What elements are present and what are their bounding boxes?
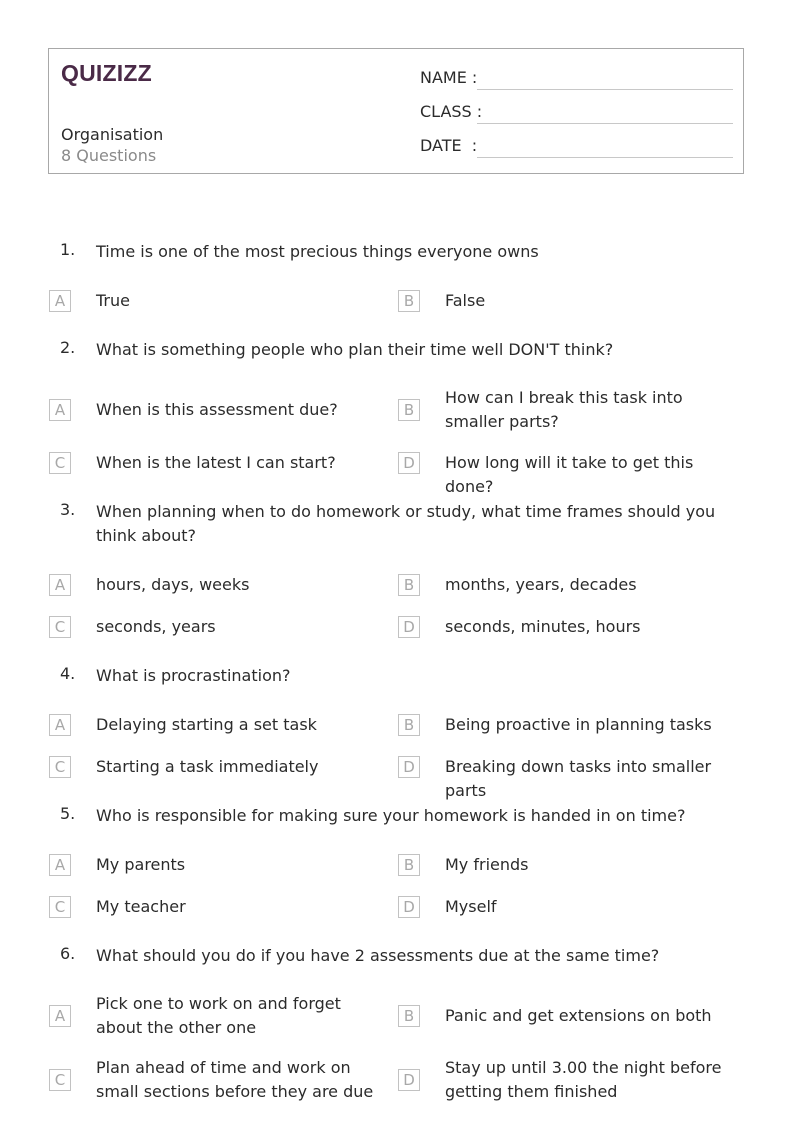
option-letter-box[interactable]: B <box>398 574 420 596</box>
option-letter-box[interactable]: C <box>49 756 71 778</box>
class-line[interactable] <box>477 123 733 124</box>
name-label: NAME : <box>420 68 478 87</box>
option-letter-box[interactable]: C <box>49 1069 71 1091</box>
option-letter-box[interactable]: D <box>398 452 420 474</box>
question-text: Time is one of the most precious things everyone owns <box>96 242 539 261</box>
option-letter-box[interactable]: C <box>49 616 71 638</box>
question-text: Who is responsible for making sure your homework is handed in on time? <box>96 806 686 825</box>
question-text: What should you do if you have 2 assessments due at the same time? <box>96 946 660 965</box>
option-text: My teacher <box>96 897 186 916</box>
option-letter-box[interactable]: B <box>398 714 420 736</box>
date-label: DATE : <box>420 136 478 155</box>
worksheet-header <box>48 48 744 174</box>
option-text: Delaying starting a set task <box>96 715 317 734</box>
option-letter-box[interactable]: C <box>49 452 71 474</box>
option-text: Pick one to work on and forget about the other one <box>96 994 341 1037</box>
option-letter-box[interactable]: D <box>398 896 420 918</box>
question-text: When planning when to do homework or study, what time frames should you think about? <box>96 502 716 545</box>
question-count: 8 Questions <box>61 146 157 165</box>
question-number: 1. <box>60 240 76 259</box>
option-letter-box[interactable]: A <box>49 714 71 736</box>
option-letter-box[interactable]: B <box>398 290 420 312</box>
option-text: Panic and get extensions on both <box>445 1006 712 1025</box>
question-number: 5. <box>60 804 76 823</box>
option-text: My friends <box>445 855 529 874</box>
question-number: 6. <box>60 944 76 963</box>
option-letter-box[interactable]: A <box>49 854 71 876</box>
class-label: CLASS : <box>420 102 483 121</box>
option-text: When is the latest I can start? <box>96 453 336 472</box>
option-letter-box[interactable]: D <box>398 756 420 778</box>
option-text: seconds, minutes, hours <box>445 617 641 636</box>
question-number: 2. <box>60 338 76 357</box>
option-text: Plan ahead of time and work on small sections before they are due <box>96 1058 374 1101</box>
option-text: Starting a task immediately <box>96 757 319 776</box>
date-line[interactable] <box>477 157 733 158</box>
option-letter-box[interactable]: B <box>398 399 420 421</box>
option-letter-box[interactable]: B <box>398 854 420 876</box>
option-letter-box[interactable]: B <box>398 1005 420 1027</box>
question-number: 3. <box>60 500 76 519</box>
name-line[interactable] <box>477 89 733 90</box>
option-text: When is this assessment due? <box>96 400 338 419</box>
option-letter-box[interactable]: C <box>49 896 71 918</box>
option-text: Stay up until 3.00 the night before getting them finished <box>445 1058 722 1101</box>
option-letter-box[interactable]: A <box>49 574 71 596</box>
option-text: Myself <box>445 897 497 916</box>
option-letter-box[interactable]: A <box>49 1005 71 1027</box>
option-text: How can I break this task into smaller parts? <box>445 388 683 431</box>
question-number: 4. <box>60 664 76 683</box>
question-text: What is procrastination? <box>96 666 291 685</box>
option-text: True <box>96 291 130 310</box>
option-text: My parents <box>96 855 186 874</box>
option-letter-box[interactable]: A <box>49 290 71 312</box>
option-letter-box[interactable]: D <box>398 1069 420 1091</box>
option-letter-box[interactable]: D <box>398 616 420 638</box>
option-text: hours, days, weeks <box>96 575 250 594</box>
quiz-title: Organisation <box>61 125 164 144</box>
option-text: False <box>445 291 486 310</box>
option-text: How long will it take to get this done? <box>445 453 694 496</box>
quizizz-logo: QUIZIZZ <box>61 60 152 86</box>
option-text: months, years, decades <box>445 575 637 594</box>
option-letter-box[interactable]: A <box>49 399 71 421</box>
question-text: What is something people who plan their time well DON'T think? <box>96 340 614 359</box>
option-text: Being proactive in planning tasks <box>445 715 712 734</box>
option-text: seconds, years <box>96 617 216 636</box>
option-text: Breaking down tasks into smaller parts <box>445 757 712 800</box>
